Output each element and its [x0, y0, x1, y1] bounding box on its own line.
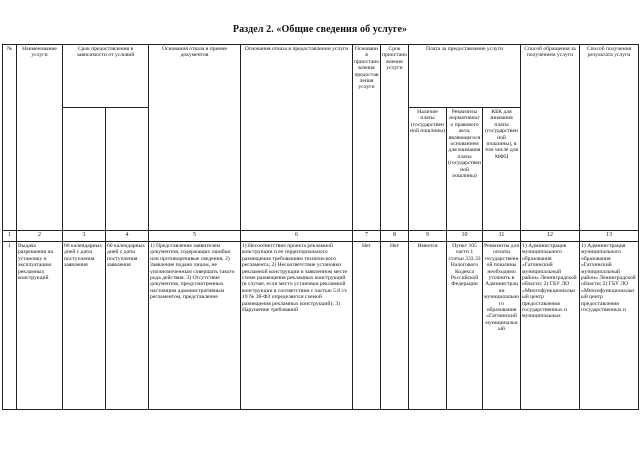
column-number-row: [3, 231, 639, 242]
term-normal: 60 календарных дней с даты поступления заявления: [63, 242, 106, 410]
col-number: 13: [580, 231, 639, 242]
col-number: 6: [241, 231, 353, 242]
term-other: 60 календарных дней с даты поступления заявления: [106, 242, 149, 410]
row-num: 1: [3, 242, 17, 410]
col-number: 9: [409, 231, 447, 242]
refuse-service-text: 1) Несоответствие проекта рекламной конструкции и ее территориального размещения требованиям технического регламента; 2) Несоответствие установки рекламной конструкции в заявленном месте схеме размещения рекламных конструкций (в случае, если место установки рекламной конструкции в соответствии с частью 5.8 ст. 19 № 38-ФЗ определяется схемой размещения рекламных конструкций); 3) Нарушение требований: [241, 242, 353, 410]
table-row: [3, 242, 639, 410]
col-number: 1: [3, 231, 17, 242]
header-result-way: Способ получения результата услуги: [580, 45, 639, 231]
suspend-grounds-value: Нет: [353, 242, 381, 410]
header-term: Срок предоставления в зависимости от условий: [63, 45, 149, 108]
col-number: 8: [381, 231, 409, 242]
header-term-b: [106, 108, 149, 231]
apply-way-value: 1) Администрация муниципального образования «Гатчинский муниципальный район» Ленинградской области; 2) ГБУ ЛО «Многофункциональный центр предоставления государственных и муниципальных: [521, 242, 580, 410]
header-name: Наименование услуги: [17, 45, 63, 231]
col-number: 4: [106, 231, 149, 242]
fee-has-value: Имеется: [409, 242, 447, 410]
header-fee: Плата за предоставление услуги: [409, 45, 521, 108]
col-number: 10: [447, 231, 483, 242]
result-way-value: 1) Администрация муниципального образования «Гатчинский муниципальный район» Ленинградской области; 2) ГБУ ЛО «Многофункциональный центр предоставления государственных и: [580, 242, 639, 410]
col-number: 7: [353, 231, 381, 242]
header-fee-has: Наличие платы (государственной пошлины): [409, 108, 447, 231]
section-title: Раздел 2. «Общие сведения об услуге»: [232, 24, 408, 35]
header-fee-kbk: КБК для взимания платы (государственной пошлины), в том числе для МФЦ: [483, 108, 521, 231]
header-refuse-docs: Основания отказа в приеме документов: [149, 45, 241, 231]
header-apply-way: Способ обращения за получением услуги: [521, 45, 580, 231]
service-name: Выдача разрешения на установку и эксплуатацию рекламных конструкций: [17, 242, 63, 410]
col-number: 12: [521, 231, 580, 242]
fee-kbk-value: Реквизиты для оплаты государственной пошлины необходимо уточнить в Администрации муниципального образования «Гатчинский муниципальный: [483, 242, 521, 410]
header-row-1: [3, 45, 639, 108]
header-refuse-service: Основания отказа в предоставлении услуги: [241, 45, 353, 231]
header-suspend-grounds: Основания приостановления предоставления услуги: [353, 45, 381, 231]
header-num: №: [3, 45, 17, 231]
refuse-docs-text: 1) Представление заявителем документов, содержащих ошибки или противоречивые сведения; 2) Заявление подано лицом, не уполномоченным совершать такого рода действия. 3) Отсутствие документов, предусмотренных настоящим административным регламентом, представление: [149, 242, 241, 410]
header-fee-act: Реквизиты нормативного правового акта, являющегося основанием для взимания платы (государственной пошлины): [447, 108, 483, 231]
header-term-a: [63, 108, 106, 231]
col-number: 3: [63, 231, 106, 242]
header-suspend-term: Срок приостановления услуги: [381, 45, 409, 231]
scan-bottom-artifact: [6, 437, 634, 443]
col-number: 11: [483, 231, 521, 242]
fee-act-value: Пункт 105 части 1 статьи 333.33 Налогового Кодекса Российской Федерации: [447, 242, 483, 410]
col-number: 2: [17, 231, 63, 242]
col-number: 5: [149, 231, 241, 242]
service-info-table: [2, 44, 639, 410]
suspend-term-value: Нет: [381, 242, 409, 410]
